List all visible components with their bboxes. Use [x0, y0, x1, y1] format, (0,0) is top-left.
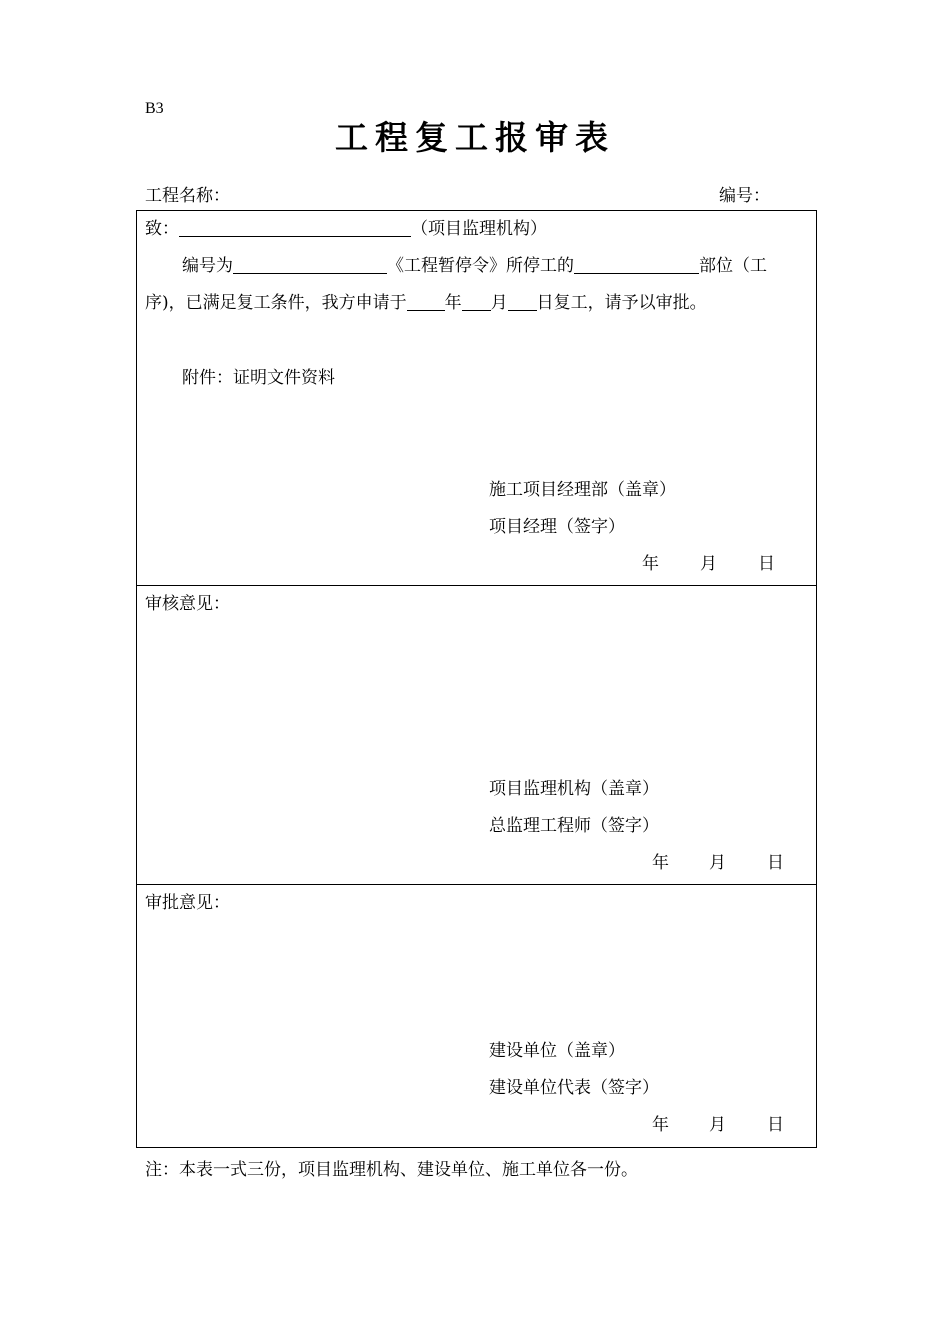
request-line-2 [145, 288, 707, 313]
month-label: 月 [490, 293, 508, 313]
date-year-label: 年 [652, 853, 669, 873]
page-title: 工程复工报审表 [335, 118, 615, 157]
supervisor-org-label: （项目监理机构） [411, 219, 547, 239]
project-manager-sign-label: 项目经理（签字） [489, 517, 625, 537]
project-name-label: 工程名称： [145, 186, 230, 206]
number-label: 编号： [719, 186, 770, 206]
date-year-label: 年 [642, 554, 659, 574]
date-month-label: 月 [709, 853, 726, 873]
review-opinion-label: 审核意见： [145, 594, 230, 614]
order-number-blank[interactable] [233, 255, 387, 274]
chief-engineer-sign-label: 总监理工程师（签字） [489, 816, 659, 836]
resume-day-blank[interactable] [508, 292, 537, 311]
to-label: 致： [145, 219, 179, 239]
approval-opinion-label: 审批意见： [145, 893, 230, 913]
request-text: 序)，已满足复工条件，我方申请于 [145, 293, 407, 313]
date-day-label: 日 [758, 554, 775, 574]
resume-month-blank[interactable] [462, 292, 491, 311]
section-divider-1 [136, 585, 817, 586]
contractor-seal-label: 施工项目经理部（盖章） [489, 480, 676, 500]
request-line-1 [182, 251, 767, 276]
supervisor-org-blank[interactable] [179, 218, 411, 237]
stop-order-text: 《工程暂停令》所停工的 [387, 256, 574, 276]
year-label: 年 [444, 293, 462, 313]
number-prefix: 编号为 [182, 256, 233, 276]
resume-text: 日复工，请予以审批。 [536, 293, 707, 313]
to-line [145, 214, 547, 239]
part-suffix: 部位（工 [699, 256, 767, 276]
form-table [136, 210, 817, 1148]
date-year-label: 年 [652, 1115, 669, 1135]
date-month-label: 月 [709, 1115, 726, 1135]
form-code: B3 [145, 100, 164, 117]
owner-representative-sign-label: 建设单位代表（签字） [489, 1078, 659, 1098]
owner-seal-label: 建设单位（盖章） [489, 1041, 625, 1061]
resume-year-blank[interactable] [407, 292, 445, 311]
date-day-label: 日 [767, 853, 784, 873]
supervisor-seal-label: 项目监理机构（盖章） [489, 779, 659, 799]
date-day-label: 日 [767, 1115, 784, 1135]
stopped-part-blank[interactable] [574, 255, 699, 274]
date-month-label: 月 [700, 554, 717, 574]
section-divider-2 [136, 884, 817, 885]
footnote: 注：本表一式三份，项目监理机构、建设单位、施工单位各一份。 [145, 1160, 638, 1180]
attachment-label: 附件：证明文件资料 [182, 368, 335, 388]
